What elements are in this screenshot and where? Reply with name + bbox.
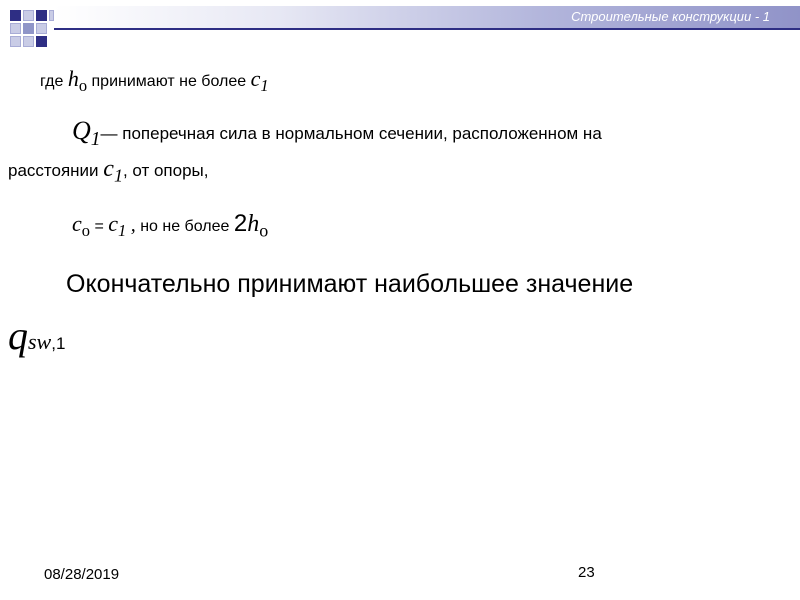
var-c1: $c_1$ (250, 66, 269, 95)
line6-suffix: ,1 (51, 334, 66, 353)
var-c1-b: $c_1$ (103, 156, 123, 186)
text-line-2 (72, 116, 602, 151)
var-qsw: qsw (8, 313, 52, 358)
var-c1-c: $c_1$ (108, 211, 127, 240)
header-rule (54, 28, 800, 30)
line3-suffix: , от опоры, (122, 161, 209, 180)
text-line-4 (72, 210, 268, 241)
text-line-5: Окончательно принимают наибольшее значение (66, 270, 634, 298)
line2-text: — поперечная сила в нормальном сечении, расположенном на (100, 124, 602, 143)
coef-2: 2 (233, 210, 248, 237)
var-c0: $c_o$ (72, 211, 91, 240)
text-line-1 (40, 66, 269, 96)
text-line-6 (8, 312, 65, 359)
footer-date: 08/28/2019 (44, 566, 120, 583)
page-number: 23 (578, 564, 595, 581)
var-q1: $Q_1$ (72, 116, 101, 150)
var-h0: $h_o$ (67, 66, 88, 95)
var-h0-b: $h_o$ (247, 211, 269, 241)
line1-prefix: где (40, 73, 64, 90)
line4-comma: , (130, 214, 136, 236)
equals-sign: = (94, 218, 104, 235)
header-title: Строительные конструкции - 1 (571, 9, 770, 24)
text-line-3 (8, 156, 209, 186)
line4-text: но не более (140, 218, 230, 235)
line3-prefix: расстоянии (8, 161, 99, 180)
line1-middle: принимают не более (91, 73, 247, 90)
